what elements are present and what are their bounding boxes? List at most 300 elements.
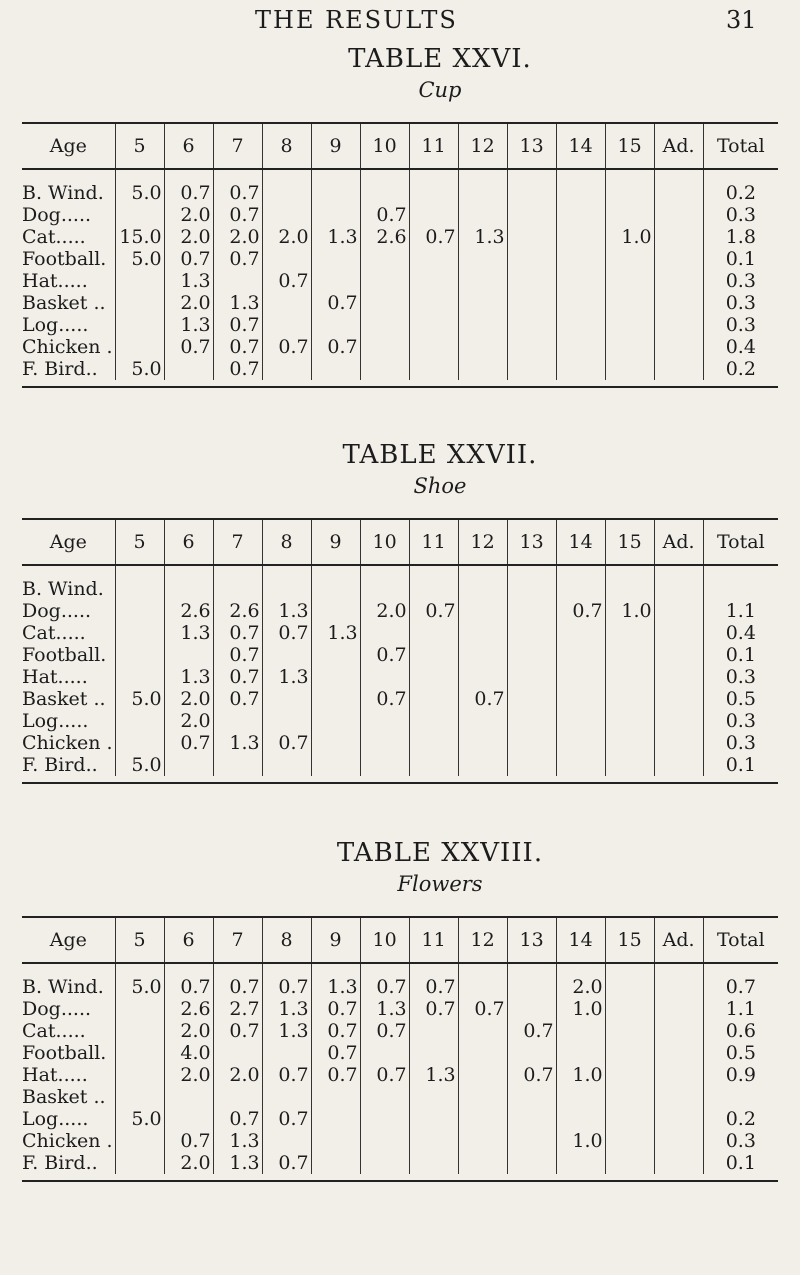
table-cell: 2.0 (164, 226, 213, 248)
column-header: 10 (360, 917, 409, 963)
table-cell: 1.0 (605, 226, 654, 248)
table-cell (262, 1130, 311, 1152)
table-cell (556, 1086, 605, 1108)
table-cell: 0.7 (409, 226, 458, 248)
column-header: 12 (458, 519, 507, 565)
table-row (22, 565, 778, 600)
table-cell (115, 204, 164, 226)
row-label: Log..... (22, 1108, 89, 1130)
table-cell: 2.6 (164, 600, 213, 622)
total-cell: 0.2 (703, 169, 778, 204)
table-cell: 0.7 (213, 248, 262, 270)
table-cell (654, 710, 703, 732)
column-header: 11 (409, 519, 458, 565)
table-cell: 2.0 (164, 1064, 213, 1086)
table-row (22, 600, 778, 622)
table-cell (654, 292, 703, 314)
table-cell: 0.7 (262, 963, 311, 998)
total-cell: 0.5 (703, 1042, 778, 1064)
table-cell: 0.7 (507, 1020, 556, 1042)
table-cell: 2.0 (164, 1020, 213, 1042)
table-cell: 0.7 (213, 644, 262, 666)
row-label: B. Wind. (22, 182, 104, 204)
table-cell (409, 248, 458, 270)
table-cell (360, 292, 409, 314)
table-cell (360, 1152, 409, 1174)
table-row (22, 1020, 778, 1042)
table-row (22, 169, 778, 204)
table-cell: 5.0 (115, 688, 164, 710)
table-cell (115, 292, 164, 314)
table-cell (311, 1108, 360, 1130)
table-cell (360, 732, 409, 754)
total-cell: 0.2 (703, 358, 778, 380)
total-cell: 0.3 (703, 204, 778, 226)
column-header: 11 (409, 123, 458, 169)
table-cell (458, 270, 507, 292)
table-cell (458, 248, 507, 270)
table-cell (556, 1152, 605, 1174)
table-cell (605, 204, 654, 226)
table-cell (409, 666, 458, 688)
table-cell (262, 565, 311, 600)
table-cell: 0.7 (262, 622, 311, 644)
table-cell (605, 688, 654, 710)
table-cell (311, 204, 360, 226)
table-cell (507, 622, 556, 644)
table-cell (409, 336, 458, 358)
table-cell: 0.7 (213, 314, 262, 336)
column-header: Total (703, 123, 778, 169)
table-cell (115, 1064, 164, 1086)
table-cell (115, 270, 164, 292)
table-cell: 1.3 (360, 998, 409, 1020)
column-header: 6 (164, 123, 213, 169)
table-cell (164, 358, 213, 380)
table-cell: 1.3 (262, 1020, 311, 1042)
table-cell: 1.3 (213, 1152, 262, 1174)
table-cell (311, 732, 360, 754)
table-bottom-rule (22, 380, 778, 387)
table-cell (458, 169, 507, 204)
table-cell: 5.0 (115, 358, 164, 380)
table-cell: 1.3 (164, 622, 213, 644)
table-cell (311, 169, 360, 204)
table-cell (458, 1108, 507, 1130)
column-header: 9 (311, 519, 360, 565)
table-cell (458, 1020, 507, 1042)
table-cell: 0.7 (311, 336, 360, 358)
table-cell (654, 1020, 703, 1042)
column-header: 8 (262, 917, 311, 963)
table-cell (458, 336, 507, 358)
total-cell: 0.4 (703, 336, 778, 358)
table-row (22, 963, 778, 998)
table-row (22, 1042, 778, 1064)
table-cell (213, 1042, 262, 1064)
table-cell (458, 358, 507, 380)
table-cell (311, 270, 360, 292)
row-label: Hat..... (22, 666, 88, 688)
table-cell (507, 270, 556, 292)
table-cell (556, 270, 605, 292)
header-row (22, 917, 778, 963)
table-cell: 2.0 (360, 600, 409, 622)
table-row (22, 270, 778, 292)
total-cell: 0.6 (703, 1020, 778, 1042)
table-cell (654, 1042, 703, 1064)
table-cell (507, 169, 556, 204)
table-cell (556, 622, 605, 644)
table-cell (458, 622, 507, 644)
table-cell (213, 1086, 262, 1108)
table-cell: 5.0 (115, 1108, 164, 1130)
table-cell (360, 666, 409, 688)
table-cell (115, 732, 164, 754)
row-label: Dog..... (22, 998, 92, 1020)
table-cell (556, 710, 605, 732)
table-cell (556, 666, 605, 688)
table-cell (556, 169, 605, 204)
running-title: THE RESULTS (255, 6, 458, 34)
column-header: Age (22, 519, 115, 565)
row-label: Chicken . (22, 732, 113, 754)
table-cell: 0.7 (360, 688, 409, 710)
table-cell (507, 666, 556, 688)
table-cell (556, 644, 605, 666)
table-cell (360, 270, 409, 292)
table-cell: 0.7 (262, 270, 311, 292)
table-cell: 1.3 (164, 314, 213, 336)
column-header: 8 (262, 123, 311, 169)
table-cell (164, 644, 213, 666)
table-cell (115, 1130, 164, 1152)
table-cell (115, 622, 164, 644)
table-cell (360, 622, 409, 644)
row-label: F. Bird.. (22, 358, 98, 380)
table-cell: 15.0 (115, 226, 164, 248)
table-cell (311, 1086, 360, 1108)
table-cell: 0.7 (262, 1152, 311, 1174)
column-header: 5 (115, 123, 164, 169)
total-cell: 0.7 (703, 963, 778, 998)
table-cell (556, 248, 605, 270)
table-cell (115, 336, 164, 358)
table-cell (409, 1042, 458, 1064)
table-cell (115, 710, 164, 732)
column-header: Age (22, 917, 115, 963)
total-cell: 0.3 (703, 710, 778, 732)
table-cell: 0.7 (164, 732, 213, 754)
total-cell: 1.8 (703, 226, 778, 248)
column-header: Ad. (654, 123, 703, 169)
table-cell: 0.7 (213, 169, 262, 204)
table-cell: 1.3 (311, 963, 360, 998)
table-cell (311, 314, 360, 336)
total-cell (703, 565, 778, 600)
table-cell: 2.6 (360, 226, 409, 248)
table-cell (409, 1086, 458, 1108)
page-header (0, 6, 800, 36)
table-cell (507, 1152, 556, 1174)
column-header: Ad. (654, 519, 703, 565)
table-row (22, 1130, 778, 1152)
table-cell (507, 358, 556, 380)
table-cell (458, 1064, 507, 1086)
column-header: 11 (409, 917, 458, 963)
table-cell (654, 963, 703, 998)
table-cell (409, 710, 458, 732)
table-cell (458, 292, 507, 314)
table-cell (311, 248, 360, 270)
table-cell (605, 1086, 654, 1108)
table-cell (409, 358, 458, 380)
table-cell (507, 1108, 556, 1130)
table-cell (115, 998, 164, 1020)
table-cell (360, 754, 409, 776)
total-cell: 0.1 (703, 1152, 778, 1174)
table-cell (556, 1020, 605, 1042)
table-cell (458, 565, 507, 600)
table-cell (556, 314, 605, 336)
column-header: Total (703, 917, 778, 963)
table-bottom-rule (22, 1174, 778, 1181)
table-cell (654, 1152, 703, 1174)
table-cell (458, 1152, 507, 1174)
table-cell (213, 710, 262, 732)
table-cell (164, 1086, 213, 1108)
table-cell: 1.3 (262, 600, 311, 622)
table-cell (409, 292, 458, 314)
table-cell: 0.7 (458, 688, 507, 710)
table-subtitle: Flowers (397, 872, 483, 896)
column-header: 15 (605, 123, 654, 169)
table-cell (605, 1130, 654, 1152)
table-cell (654, 336, 703, 358)
table-cell (507, 336, 556, 358)
table-cell: 2.0 (164, 204, 213, 226)
table-cell (605, 666, 654, 688)
total-cell: 0.5 (703, 688, 778, 710)
total-cell: 0.4 (703, 622, 778, 644)
table-row (22, 1086, 778, 1108)
table-cell (360, 169, 409, 204)
table-cell (262, 169, 311, 204)
table-cell (507, 204, 556, 226)
row-label: B. Wind. (22, 578, 104, 600)
table-cell: 0.7 (213, 1020, 262, 1042)
table-cell: 0.7 (262, 732, 311, 754)
table-cell (360, 248, 409, 270)
table-cell: 0.7 (409, 600, 458, 622)
table-cell (507, 292, 556, 314)
table-cell (458, 1086, 507, 1108)
table-cell: 1.0 (556, 998, 605, 1020)
table-cell (507, 565, 556, 600)
table-cell: 0.7 (213, 336, 262, 358)
table-row (22, 688, 778, 710)
table-cell: 0.7 (409, 998, 458, 1020)
table-cell (605, 644, 654, 666)
row-label: Hat..... (22, 270, 88, 292)
table-cell: 0.7 (360, 644, 409, 666)
table-cell (409, 1108, 458, 1130)
table-cell: 0.7 (164, 336, 213, 358)
table-cell (556, 565, 605, 600)
table-cell: 1.3 (458, 226, 507, 248)
table-cell (360, 1042, 409, 1064)
table-cell (605, 963, 654, 998)
table-cell (605, 998, 654, 1020)
table-cell: 5.0 (115, 169, 164, 204)
table-cell (262, 314, 311, 336)
table-subtitle: Shoe (413, 474, 467, 498)
table-cell (605, 754, 654, 776)
row-label: F. Bird.. (22, 1152, 98, 1174)
column-header: 6 (164, 917, 213, 963)
table-title: TABLE XXVIII. (336, 838, 544, 868)
table-cell (556, 688, 605, 710)
column-header: 12 (458, 123, 507, 169)
table-cell (213, 565, 262, 600)
column-header: 5 (115, 519, 164, 565)
total-cell: 0.3 (703, 666, 778, 688)
table-cell (605, 314, 654, 336)
table-cell (654, 732, 703, 754)
table-cell (556, 292, 605, 314)
page-number: 31 (726, 6, 757, 34)
table-cell: 0.7 (213, 688, 262, 710)
table-cell (262, 248, 311, 270)
table-cell (409, 754, 458, 776)
table-cell (409, 644, 458, 666)
table-cell (605, 622, 654, 644)
table-cell (507, 710, 556, 732)
table-row (22, 666, 778, 688)
table-cell: 2.0 (164, 292, 213, 314)
table-cell: 0.7 (164, 1130, 213, 1152)
data-table (22, 518, 778, 784)
table-cell (605, 248, 654, 270)
table-cell: 2.0 (213, 1064, 262, 1086)
table-cell (409, 688, 458, 710)
row-label: Log..... (22, 710, 89, 732)
table-cell (311, 600, 360, 622)
table-cell (605, 1020, 654, 1042)
table-cell (556, 732, 605, 754)
table-row (22, 204, 778, 226)
row-label: Cat..... (22, 1020, 86, 1042)
table-cell (605, 270, 654, 292)
table-block-cup (0, 42, 800, 380)
table-cell (115, 1086, 164, 1108)
table-cell (605, 1152, 654, 1174)
table-cell: 0.7 (311, 292, 360, 314)
table-cell: 2.0 (556, 963, 605, 998)
table-cell (115, 1020, 164, 1042)
table-cell (409, 732, 458, 754)
table-cell (654, 204, 703, 226)
table-cell (458, 644, 507, 666)
column-header: 14 (556, 519, 605, 565)
table-cell: 2.0 (164, 688, 213, 710)
table-cell: 2.6 (213, 600, 262, 622)
table-cell: 0.7 (311, 998, 360, 1020)
table-cell (556, 204, 605, 226)
table-cell (458, 600, 507, 622)
total-cell: 0.3 (703, 732, 778, 754)
table-cell (654, 358, 703, 380)
table-row (22, 358, 778, 380)
table-cell: 2.0 (262, 226, 311, 248)
table-cell: 0.7 (360, 1064, 409, 1086)
total-cell: 0.1 (703, 644, 778, 666)
table-cell (605, 565, 654, 600)
column-header: 15 (605, 519, 654, 565)
table-cell: 2.7 (213, 998, 262, 1020)
table-cell (654, 169, 703, 204)
row-label: Football. (22, 248, 107, 270)
row-label: F. Bird.. (22, 754, 98, 776)
table-cell (164, 754, 213, 776)
table-cell (262, 644, 311, 666)
table-cell: 1.0 (605, 600, 654, 622)
row-label: Cat..... (22, 226, 86, 248)
header-row (22, 123, 778, 169)
table-cell (458, 314, 507, 336)
column-header: 8 (262, 519, 311, 565)
table-cell (115, 565, 164, 600)
table-cell: 0.7 (262, 1108, 311, 1130)
table-cell: 0.7 (262, 336, 311, 358)
table-cell: 0.7 (213, 358, 262, 380)
table-cell (262, 358, 311, 380)
table-cell (458, 710, 507, 732)
table-row (22, 998, 778, 1020)
table-cell (409, 1130, 458, 1152)
table-row (22, 1064, 778, 1086)
total-cell (703, 1086, 778, 1108)
total-cell: 0.3 (703, 270, 778, 292)
row-label: Basket .. (22, 1086, 106, 1108)
table-cell (507, 963, 556, 998)
column-header: 9 (311, 917, 360, 963)
table-cell (507, 1042, 556, 1064)
table-cell (605, 336, 654, 358)
total-cell: 0.2 (703, 1108, 778, 1130)
table-cell (556, 1042, 605, 1064)
table-row (22, 732, 778, 754)
table-cell (556, 226, 605, 248)
table-cell: 5.0 (115, 963, 164, 998)
table-cell: 0.7 (164, 963, 213, 998)
table-cell (507, 998, 556, 1020)
table-cell (262, 1042, 311, 1064)
table-cell: 0.7 (164, 248, 213, 270)
table-cell (115, 644, 164, 666)
table-block-shoe (0, 438, 800, 776)
table-cell: 0.7 (458, 998, 507, 1020)
table-cell (654, 1108, 703, 1130)
table-cell: 1.3 (213, 292, 262, 314)
table-block-flowers (0, 836, 800, 1174)
table-cell (115, 1152, 164, 1174)
table-row (22, 754, 778, 776)
table-cell: 0.7 (213, 666, 262, 688)
total-cell: 0.9 (703, 1064, 778, 1086)
column-header: 13 (507, 519, 556, 565)
table-cell (654, 226, 703, 248)
